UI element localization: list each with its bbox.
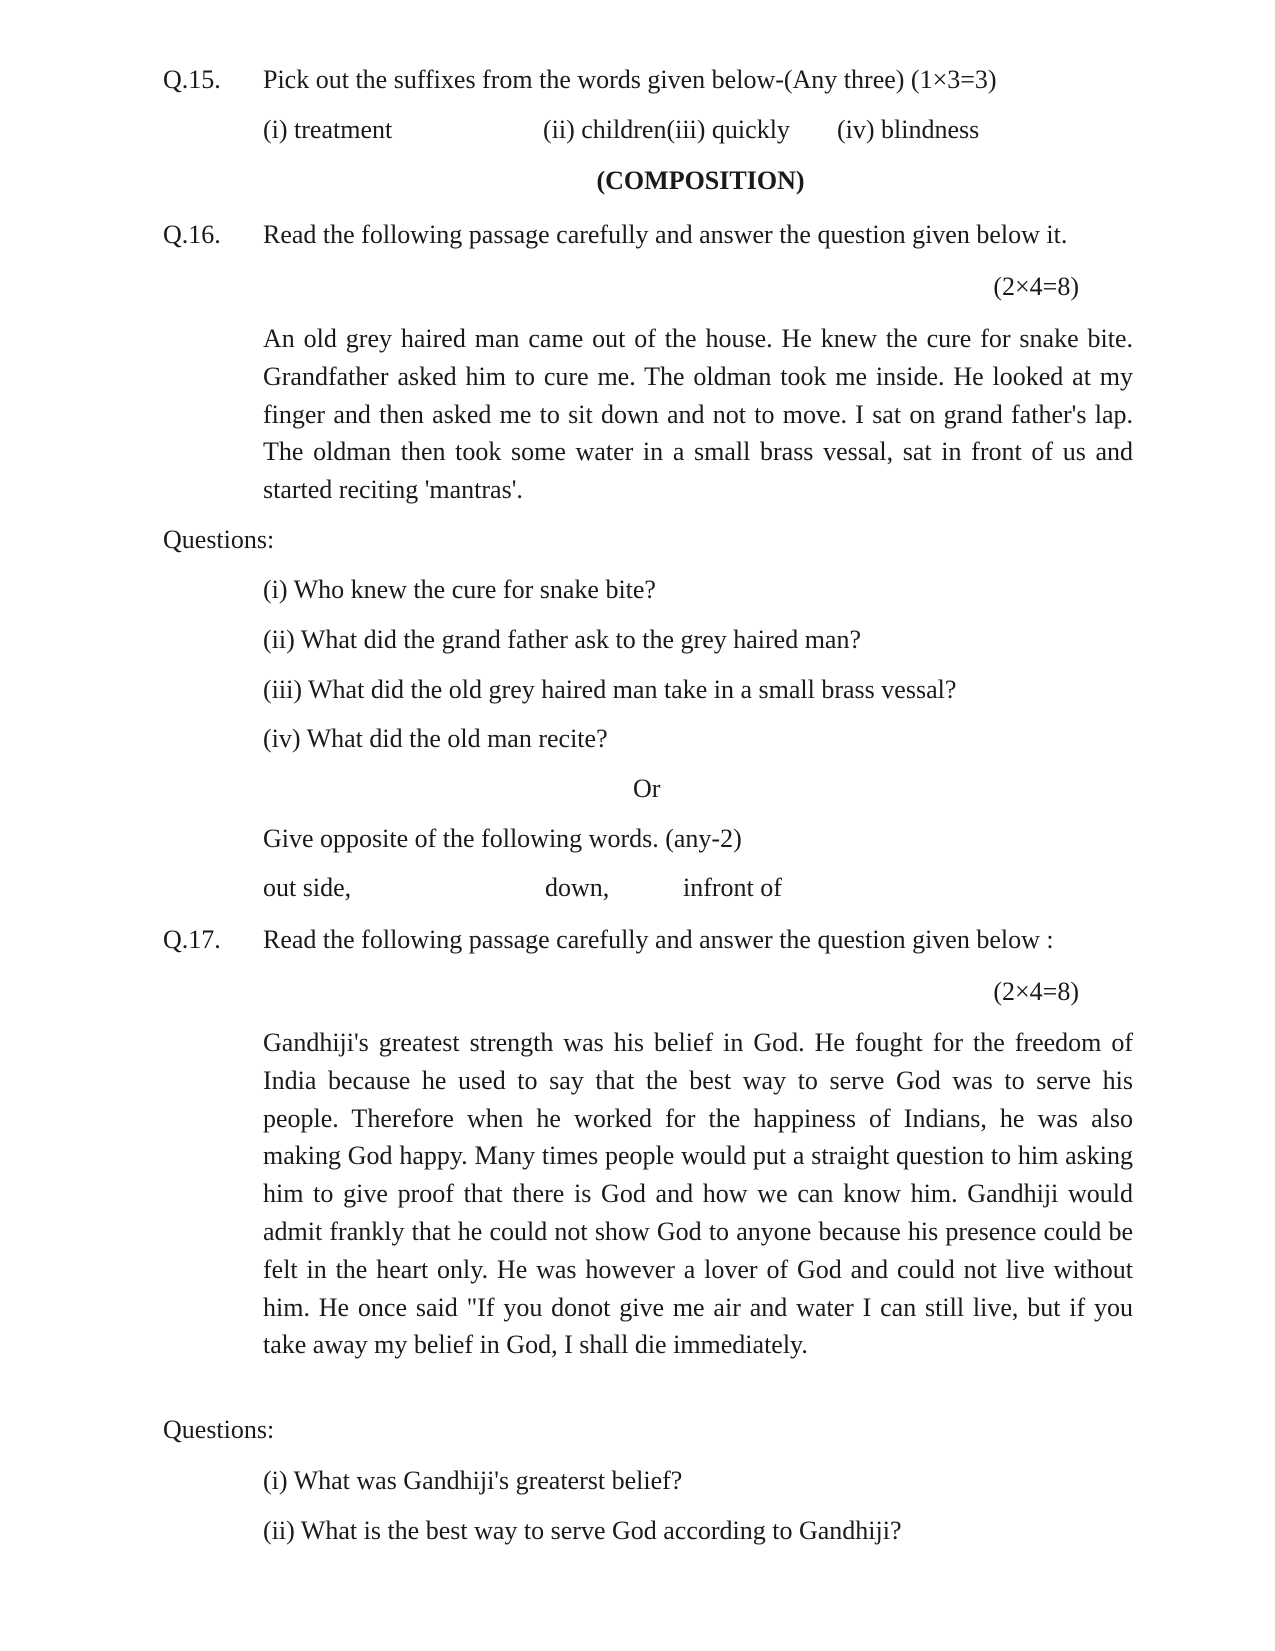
q16-passage: An old grey haired man came out of the house. He knew the cure for snake bite. Grandfather asked him to cure me. The oldman took me inside. He looked at my finger and then asked me to sit down and not to move. I sat on grand father's lap. The oldman then took some water in a small brass vessal, sat in front of us and started reciting 'mantras'. xyxy=(263,324,1133,505)
q16-number: Q.16. xyxy=(163,220,221,249)
q17-prompt: Read the following passage carefully and answer the question given below : xyxy=(263,925,1054,954)
q16-alt-word-1: out side, xyxy=(263,873,352,902)
q17-questions-label: Questions: xyxy=(163,1415,275,1444)
q17-passage: Gandhiji's greatest strength was his belief in God. He fought for the freedom of India because he used to say that the best way to serve God was to serve his people. Therefore when he worked for the happiness of Indians, he was also making God happy. Many times people would put a straight question to him asking him to give proof that there is God and how we can know him. Gandhiji would admit frankly that he could not show God to anyone because his presence could be felt in the heart only. He was however a lover of God and could not live without him. He once said "If you donot give me air and water I can still live, but if you take away my belief in God, I shall die immediately. xyxy=(263,1028,1133,1360)
q15-option-3: (iv) blindness xyxy=(837,115,980,144)
q17-marks: (2×4=8) xyxy=(993,977,1079,1006)
q16-question-3: (iii) What did the old grey haired man take in a small brass vessal? xyxy=(263,675,957,704)
q16-marks: (2×4=8) xyxy=(993,272,1079,301)
section-heading: (COMPOSITION) xyxy=(596,166,805,195)
q15-number: Q.15. xyxy=(163,65,221,94)
q15-option-2: (ii) children(iii) quickly xyxy=(543,115,790,144)
q16-question-4: (iv) What did the old man recite? xyxy=(263,724,608,753)
q16-or-label: Or xyxy=(633,774,661,803)
q16-alt-prompt: Give opposite of the following words. (any-2) xyxy=(263,824,742,853)
q16-prompt: Read the following passage carefully and answer the question given below it. xyxy=(263,220,1068,249)
q16-alt-word-3: infront of xyxy=(683,873,782,902)
q17-question-1: (i) What was Gandhiji's greaterst belief? xyxy=(263,1466,683,1495)
q16-question-1: (i) Who knew the cure for snake bite? xyxy=(263,575,656,604)
q16-question-2: (ii) What did the grand father ask to the grey haired man? xyxy=(263,625,862,654)
q16-alt-word-2: down, xyxy=(545,873,610,902)
q17-question-2: (ii) What is the best way to serve God according to Gandhiji? xyxy=(263,1516,902,1545)
q17-number: Q.17. xyxy=(163,925,221,954)
q15-prompt: Pick out the suffixes from the words given below-(Any three) (1×3=3) xyxy=(263,65,997,94)
q16-questions-label: Questions: xyxy=(163,525,275,554)
q15-option-1: (i) treatment xyxy=(263,115,393,144)
